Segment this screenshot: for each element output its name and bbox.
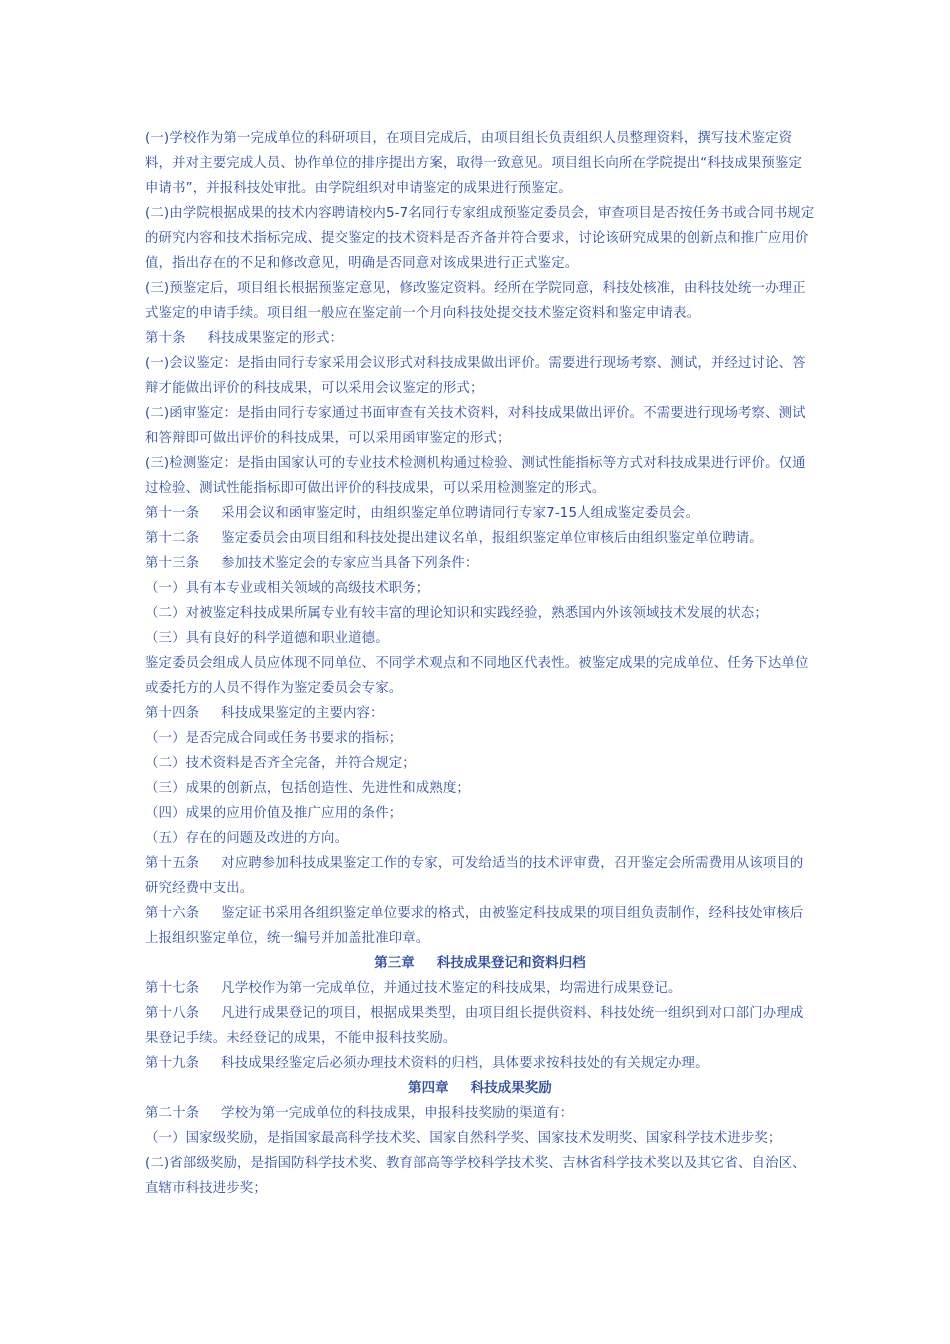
chapter-heading xyxy=(145,1076,815,1101)
article-number: 第二十条 xyxy=(145,1106,200,1121)
chapter-heading xyxy=(145,951,815,976)
article-number: 第十四条 xyxy=(145,706,200,721)
article-text: 鉴定委员会由项目组和科技处提出建议名单，报组织鉴定单位审核后由组织鉴定单位聘请。 xyxy=(221,531,763,546)
chapter-number: 第四章 xyxy=(408,1081,449,1096)
article-text: 科技成果经鉴定后必须办理技术资料的归档，具体要求按科技处的有关规定办理。 xyxy=(221,1056,709,1071)
article-number: 第十一条 xyxy=(145,506,200,521)
article-text: 科技成果鉴定的形式： xyxy=(207,331,344,346)
article-text: 参加技术鉴定会的专家应当具备下列条件： xyxy=(221,556,479,571)
article-paragraph xyxy=(145,701,815,726)
article-text: 凡学校作为第一完成单位，并通过技术鉴定的科技成果，均需进行成果登记。 xyxy=(221,981,682,996)
article-number: 第十三条 xyxy=(145,556,200,571)
article-paragraph xyxy=(145,851,815,901)
paragraph: (三)检测鉴定：是指由国家认可的专业技术检测机构通过检验、测试性能指标等方式对科技成果进行评价。仅通过检验、测试性能指标即可做出评价的科技成果，可以采用检测鉴定的形式。 xyxy=(145,456,806,496)
article-number: 第十条 xyxy=(145,331,186,346)
paragraph: （二）技术资料是否齐全完备，并符合规定； xyxy=(145,756,416,771)
article-text: 学校为第一完成单位的科技成果，申报科技奖励的渠道有： xyxy=(221,1106,574,1121)
article-text: 对应聘参加科技成果鉴定工作的专家，可发给适当的技术评审费，召开鉴定会所需费用从该项目的研究经费中支出。 xyxy=(145,856,804,896)
article-text: 凡进行成果登记的项目，根据成果类型，由项目组长提供资料、科技处统一组织到对口部门办理成果登记手续。未经登记的成果，不能申报科技奖励。 xyxy=(145,1006,804,1046)
paragraph: （五）存在的问题及改进的方向。 xyxy=(145,831,349,846)
article-number: 第十八条 xyxy=(145,1006,200,1021)
chapter-number: 第三章 xyxy=(374,956,415,971)
article-number: 第十二条 xyxy=(145,531,200,546)
article-text: 科技成果鉴定的主要内容： xyxy=(221,706,384,721)
paragraph: (一)会议鉴定：是指由同行专家采用会议形式对科技成果做出评价。需要进行现场考察、测试，并经过讨论、答辩才能做出评价的科技成果，可以采用会议鉴定的形式； xyxy=(145,356,806,396)
document-page xyxy=(145,126,815,1201)
paragraph: （一）国家级奖励，是指国家最高科学技术奖、国家自然科学奖、国家技术发明奖、国家科学技术进步奖； xyxy=(145,1131,782,1146)
article-paragraph xyxy=(145,526,815,551)
paragraph: 鉴定委员会组成人员应体现不同单位、不同学术观点和不同地区代表性。被鉴定成果的完成单位、任务下达单位或委托方的人员不得作为鉴定委员会专家。 xyxy=(145,656,809,696)
article-paragraph xyxy=(145,551,815,576)
paragraph: （二）对被鉴定科技成果所属专业有较丰富的理论知识和实践经验，熟悉国内外该领域技术发展的状态； xyxy=(145,606,768,621)
chapter-title: 科技成果登记和资料归档 xyxy=(436,956,586,971)
article-paragraph xyxy=(145,1001,815,1051)
paragraph: (三)预鉴定后，项目组长根据预鉴定意见，修改鉴定资料。经所在学院同意，科技处核准，由科技处统一办理正式鉴定的申请手续。项目组一般应在鉴定前一个月向科技处提交技术鉴定资料和鉴定申请表。 xyxy=(145,281,806,321)
article-paragraph xyxy=(145,901,815,951)
article-text: 采用会议和函审鉴定时，由组织鉴定单位聘请同行专家7-15人组成鉴定委员会。 xyxy=(221,506,700,521)
paragraph: (二)函审鉴定：是指由同行专家通过书面审查有关技术资料，对科技成果做出评价。不需要进行现场考察、测试和答辩即可做出评价的科技成果，可以采用函审鉴定的形式； xyxy=(145,406,806,446)
article-paragraph xyxy=(145,1101,815,1126)
paragraph: (二)省部级奖励，是指国防科学技术奖、教育部高等学校科学技术奖、吉林省科学技术奖以及其它省、自治区、直辖市科技进步奖； xyxy=(145,1156,806,1196)
article-number: 第十九条 xyxy=(145,1056,200,1071)
paragraph: （一）是否完成合同或任务书要求的指标； xyxy=(145,731,403,746)
paragraph: （四）成果的应用价值及推广应用的条件； xyxy=(145,806,403,821)
paragraph: （一）具有本专业或相关领域的高级技术职务； xyxy=(145,581,430,596)
paragraph: （三）具有良好的科学道德和职业道德。 xyxy=(145,631,389,646)
article-paragraph xyxy=(145,976,815,1001)
article-paragraph xyxy=(145,501,815,526)
article-number: 第十六条 xyxy=(145,906,200,921)
article-number: 第十七条 xyxy=(145,981,200,996)
article-number: 第十五条 xyxy=(145,856,200,871)
paragraph: (二)由学院根据成果的技术内容聘请校内5-7名同行专家组成预鉴定委员会，审查项目是否按任务书或合同书规定的研究内容和技术指标完成、提交鉴定的技术资料是否齐备并符合要求，讨论该研究成果的创新点和推广应用价值，指出存在的不足和修改意见，明确是否同意对该成果进行正式鉴定。 xyxy=(145,206,815,271)
article-paragraph xyxy=(145,1051,815,1076)
chapter-title: 科技成果奖励 xyxy=(470,1081,552,1096)
article-text: 鉴定证书采用各组织鉴定单位要求的格式，由被鉴定科技成果的项目组负责制作，经科技处审核后上报组织鉴定单位，统一编号并加盖批准印章。 xyxy=(145,906,804,946)
paragraph: (一)学校作为第一完成单位的科研项目，在项目完成后，由项目组长负责组织人员整理资料，撰写技术鉴定资料，并对主要完成人员、协作单位的排序提出方案，取得一致意见。项目组长向所在学院提出“科技成果预鉴定申请书”，并报科技处审批。由学院组织对申请鉴定的成果进行预鉴定。 xyxy=(145,131,803,196)
article-paragraph xyxy=(145,326,815,351)
paragraph: （三）成果的创新点，包括创造性、先进性和成熟度； xyxy=(145,781,470,796)
